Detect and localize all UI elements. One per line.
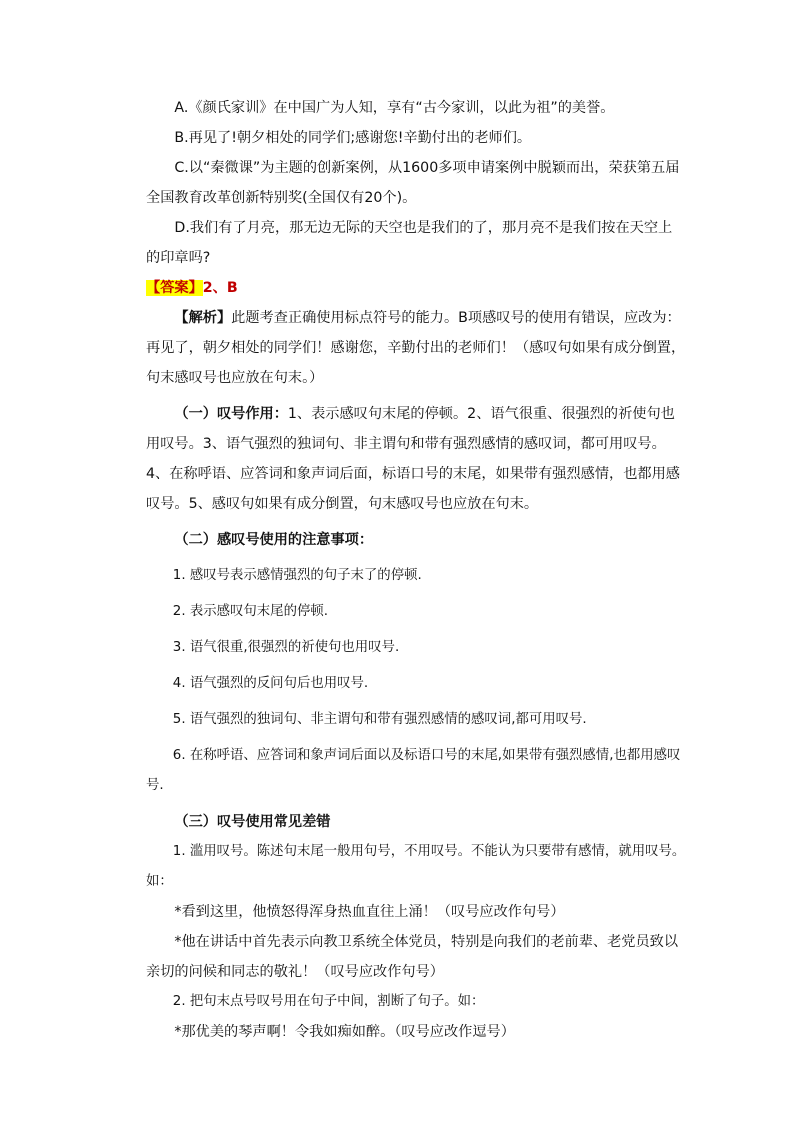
section2-item-4: 4. 语气强烈的反问句后也用叹号.: [172, 676, 369, 691]
option-a: A.《颜氏家训》在中国广为人知，享有“古今家训，以此为祖”的美誉。: [174, 100, 615, 116]
answer-tag: 【答案】: [146, 280, 203, 296]
section1-paragraph: [146, 399, 686, 519]
section3-heading: （三）叹号使用常见差错: [174, 814, 331, 830]
analysis-text: 此题考查正确使用标点符号的能力。B项感叹号的使用有错误，应改为：再见了，朝夕相处的同学们！感谢您，辛勤付出的老师们！（感叹句如果有成分倒置，句末感叹号也应放在句末。）: [146, 310, 686, 386]
section1-heading: （一）叹号作用：: [174, 406, 288, 422]
analysis-tag: 【解析】: [174, 310, 232, 326]
section2-heading: （二）感叹号使用的注意事项：: [174, 532, 374, 548]
section2-item-5: 5. 语气强烈的独词句、非主谓句和带有强烈感情的感叹词,都可用叹号.: [172, 712, 587, 727]
section3-item-2: *看到这里，他愤怒得浑身热血直往上涌！（叹号应改作句号）: [174, 904, 565, 920]
section2-item-6: 6. 在称呼语、应答词和象声词后面以及标语口号的末尾,如果带有强烈感情,也都用感叹号.: [146, 748, 681, 793]
section3-item-5: *那优美的琴声啊！令我如痴如醉。（叹号应改作逗号）: [174, 1024, 515, 1040]
section2-item-2: 2. 表示感叹句末尾的停顿.: [172, 604, 328, 619]
option-d: D.我们有了月亮，那无边无际的天空也是我们的了，那月亮不是我们按在天空上的印章吗?: [146, 220, 673, 266]
answer-line: [146, 273, 686, 303]
section2-item-3: 3. 语气很重,很强烈的祈使句也用叹号.: [172, 640, 400, 655]
analysis-paragraph: [146, 303, 686, 393]
answer-value: 2、B: [202, 280, 238, 296]
option-b: B.再见了!朝夕相处的同学们;感谢您!辛勤付出的老师们。: [174, 130, 532, 146]
option-c: C.以“秦微课”为主题的创新案例，从1600多项申请案例中脱颖而出，荣获第五届全国教育改革创新特别奖(全国仅有20个)。: [146, 160, 680, 206]
section3-item-3: *他在讲话中首先表示向教卫系统全体党员，特别是向我们的老前辈、老党员致以亲切的问候和同志的敬礼！（叹号应改作句号）: [146, 934, 679, 980]
section2-item-1: 1. 感叹号表示感情强烈的句子末了的停顿.: [172, 568, 422, 583]
section1-text: 1、表示感叹句末尾的停顿。2、语气很重、很强烈的祈使句也用叹号。3、语气强烈的独词句、非主谓句和带有强烈感情的感叹词，都可用叹号。4、在称呼语、应答词和象声词后面，标语口号的末尾，如果带有强烈感情，也都用感叹号。5、感叹句如果有成分倒置，句末感叹号也应放在句末。: [146, 406, 680, 512]
document-content: [146, 93, 686, 1047]
section3-item-4: 2. 把句末点号叹号用在句子中间，割断了句子。如：: [172, 994, 485, 1009]
section3-item-1: 1. 滥用叹号。陈述句末尾一般用句号，不用叹号。不能认为只要带有感情，就用叹号。如：: [146, 844, 686, 889]
